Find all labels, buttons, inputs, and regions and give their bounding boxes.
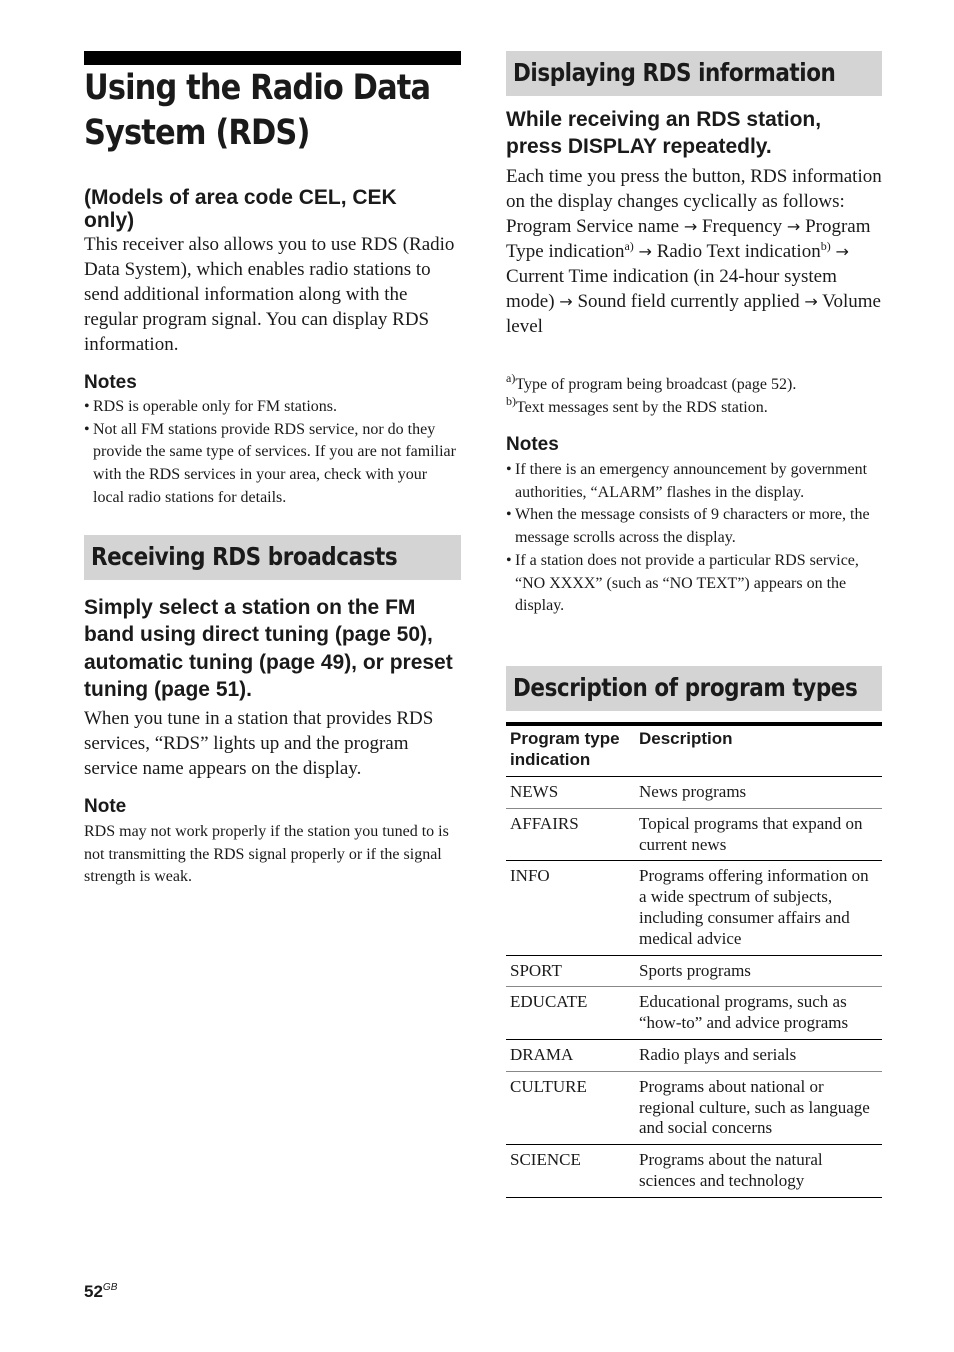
cell-indication: EDUCATE: [506, 987, 635, 1040]
footnotes: [506, 371, 882, 419]
table-header-row: [506, 724, 882, 777]
column-header-indication: Program type indication: [506, 724, 635, 777]
cell-indication: SPORT: [506, 955, 635, 987]
cell-description: Topical programs that expand on current news: [635, 808, 882, 861]
footnote-mark-a: a): [624, 238, 634, 253]
footnote-a-mark: a): [506, 371, 516, 385]
cell-description: Sports programs: [635, 955, 882, 987]
table-row: [506, 1039, 882, 1071]
arrow-right-icon: →: [683, 216, 698, 236]
cell-indication: INFO: [506, 861, 635, 955]
footnote-b-text: Text messages sent by the RDS station.: [516, 398, 768, 416]
cell-description: Programs about national or regional culture, such as language and social concerns: [635, 1071, 882, 1144]
display-sequence: [506, 214, 882, 339]
display-notes-heading: Notes: [506, 434, 559, 455]
table-row: [506, 808, 882, 861]
table-row: [506, 777, 882, 809]
displaying-intro: Each time you press the button, RDS information on the display changes cyclically as follows:: [506, 165, 882, 212]
footnote-b-mark: b): [506, 393, 516, 408]
title-rule: [84, 51, 461, 65]
notes-heading: Notes: [84, 372, 137, 393]
seq-program-type: Program Type indication: [506, 215, 871, 262]
receiving-section-header: [84, 535, 461, 580]
cell-description: Programs about the natural sciences and technology: [635, 1145, 882, 1198]
page-number-value: 52: [84, 1282, 103, 1301]
seq-sound-field: Sound field currently applied: [577, 290, 800, 312]
displaying-section-header: [506, 51, 882, 96]
note-item: • If a station does not provide a particular RDS service, “NO XXXX” (such as “NO TEXT”) appears on the display.: [506, 550, 882, 618]
seq-program-service: Program Service name: [506, 215, 680, 237]
notes-list: [84, 396, 461, 510]
note-item: • If there is an emergency announcement by government authorities, “ALARM” flashes in the display.: [506, 459, 882, 504]
intro-paragraph: This receiver also allows you to use RDS (Radio Data System), which enables radio stations to send additional information along with the regular program signal. You can display RDS information.: [84, 234, 455, 355]
note-item: • RDS is operable only for FM stations.: [84, 396, 461, 419]
seq-radio-text: Radio Text indication: [656, 240, 821, 262]
note-body: RDS may not work properly if the station you tuned to is not transmitting the RDS signal properly or if the signal strength is weak.: [84, 823, 449, 886]
displaying-heading: Displaying RDS information: [513, 58, 836, 87]
page-title-line-1: Using the Radio Data: [84, 68, 431, 108]
arrow-right-icon: →: [804, 291, 818, 311]
page-number: [84, 1282, 117, 1302]
description-heading: Description of program types: [513, 673, 858, 702]
note-heading: Note: [84, 796, 127, 817]
seq-current-time: Current Time indication (in 24-hour system mode): [506, 265, 837, 312]
cell-description: Programs offering information on a wide spectrum of subjects, including consumer affairs and medical advice: [635, 861, 882, 955]
note-item: • Not all FM stations provide RDS service, nor do they provide the same type of services. If you are not familiar with the RDS services in your area, check with your local radio stations for details.: [84, 419, 461, 510]
models-heading: (Models of area code CEL, CEK only): [84, 186, 397, 232]
footnote-a: [506, 371, 882, 397]
footnote-b: [506, 393, 882, 420]
cell-description: News programs: [635, 777, 882, 809]
table-row: [506, 861, 882, 955]
program-types-table: [506, 722, 882, 1198]
receiving-body: When you tune in a station that provides RDS services, “RDS” lights up and the program service name appears on the display.: [84, 708, 434, 780]
description-section-header: [506, 666, 882, 711]
receiving-step: Simply select a station on the FM band using direct tuning (page 50), automatic tuning (page 49), or preset tuning (page 51).: [84, 596, 453, 701]
table-row: [506, 955, 882, 987]
receiving-heading: Receiving RDS broadcasts: [91, 542, 398, 571]
note-item: • When the message consists of 9 characters or more, the message scrolls across the display.: [506, 504, 882, 549]
footnote-a-text: Type of program being broadcast (page 52).: [515, 376, 797, 393]
arrow-right-icon: →: [786, 216, 801, 236]
table-row: [506, 987, 882, 1040]
cell-indication: CULTURE: [506, 1071, 635, 1144]
cell-indication: NEWS: [506, 777, 635, 809]
display-notes-list: [506, 459, 882, 618]
displaying-step: While receiving an RDS station, press DISPLAY repeatedly.: [506, 108, 822, 159]
page-title: [84, 66, 431, 156]
cell-indication: DRAMA: [506, 1039, 635, 1071]
arrow-right-icon: →: [835, 241, 849, 261]
column-header-description: Description: [635, 724, 882, 777]
table-row: [506, 1071, 882, 1144]
footnote-mark-b: b): [820, 238, 831, 253]
page-title-line-2: System (RDS): [84, 113, 310, 153]
cell-description: Educational programs, such as “how-to” and advice programs: [635, 987, 882, 1040]
cell-indication: SCIENCE: [506, 1145, 635, 1198]
table-row: [506, 1145, 882, 1198]
seq-volume-level: Volume level: [506, 290, 881, 337]
cell-description: Radio plays and serials: [635, 1039, 882, 1071]
arrow-right-icon: →: [559, 291, 573, 311]
arrow-right-icon: →: [638, 241, 652, 261]
seq-frequency: Frequency: [701, 215, 783, 237]
cell-indication: AFFAIRS: [506, 808, 635, 861]
page-number-suffix: GB: [102, 1282, 118, 1293]
